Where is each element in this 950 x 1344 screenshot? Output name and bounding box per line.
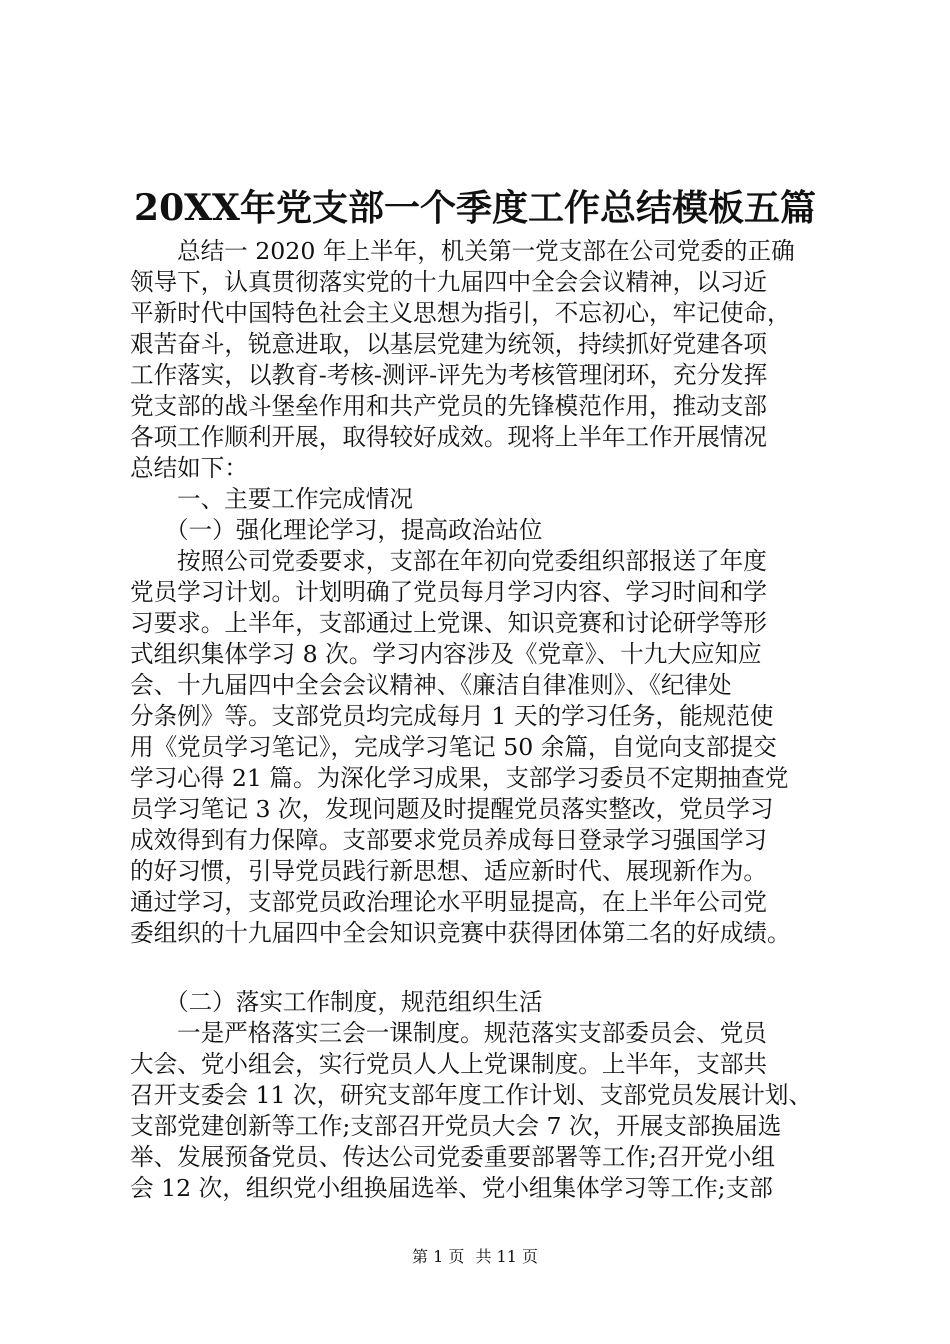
paragraph-line: 员学习笔记 3 次，发现问题及时提醒党员落实整改，党员学习 [130,795,774,823]
paragraph-line: 平新时代中国特色社会主义思想为指引，不忘初心，牢记使命， [130,299,791,327]
paragraph-line: 委组织的十九届四中全会知识竞赛中获得团体第二名的好成绩。 [130,919,791,947]
paragraph-spacer [130,949,830,987]
document-title: 20XX年党支部一个季度工作总结模板五篇 [134,187,816,229]
paragraph-line: 工作落实，以教育-考核-测评-评先为考核管理闭环，充分发挥 [130,361,768,389]
paragraph-line: 艰苦奋斗，锐意进取，以基层党建为统领，持续抓好党建各项 [130,330,768,358]
paragraph-line: 举、发展预备党员、传达公司党委重要部署等工作;召开党小组 [130,1143,775,1171]
paragraph-line: 学习心得 21 篇。为深化学习成果，支部学习委员不定期抽查党 [130,764,789,792]
paragraph-line: 式组织集体学习 8 次。学习内容涉及《党章》、十九大应知应 [130,640,762,668]
paragraph-line: 党支部的战斗堡垒作用和共产党员的先锋模范作用，推动支部 [130,392,768,420]
paragraph-line: 习要求。上半年，支部通过上党课、知识竞赛和讨论研学等形 [130,609,768,637]
page-footer [0,1247,950,1267]
paragraph-line: 通过学习，支部党员政治理论水平明显提高，在上半年公司党 [130,888,768,916]
paragraph-line: 成效得到有力保障。支部要求党员养成每日登录学习强国学习 [130,826,768,854]
paragraph-line: 党员学习计划。计划明确了党员每月学习内容、学习时间和学 [130,578,768,606]
paragraph-line: 会、十九届四中全会会议精神、《廉洁自律准则》、《纪律处 [130,671,732,699]
document-body [130,236,830,1204]
paragraph-line: 会 12 次，组织党小组换届选举、党小组集体学习等工作;支部 [130,1174,773,1202]
paragraph-line: 支部党建创新等工作;支部召开党员大会 7 次，开展支部换届选 [130,1112,782,1140]
paragraph-line: 分条例》等。支部党员均完成每月 1 天的学习任务，能规范使 [130,702,774,730]
paragraph-line: 用《党员学习笔记》，完成学习笔记 50 余篇，自觉向支部提交 [130,733,777,761]
page-total: 共 11 页 [475,1247,538,1266]
paragraph-line: 领导下，认真贯彻落实党的十九届四中全会会议精神，以习近 [130,268,768,296]
paragraph-line: 一是严格落实三会一课制度。规范落实支部委员会、党员 [177,1019,767,1047]
paragraph-line: 总结一 2020 年上半年，机关第一党支部在公司党委的正确 [177,237,795,265]
subsection-heading: （二）落实工作制度，规范组织生活 [165,988,543,1016]
paragraph-line: 大会、党小组会，实行党员人人上党课制度。上半年，支部共 [130,1050,768,1078]
paragraph-line: 总结如下： [130,454,248,482]
section-heading: 一、主要工作完成情况 [177,485,413,513]
paragraph-line: 的好习惯，引导党员践行新思想、适应新时代、展现新作为。 [130,857,768,885]
page-number: 第 1 页 [412,1247,465,1266]
paragraph-line: 按照公司党委要求，支部在年初向党委组织部报送了年度 [177,547,767,575]
subsection-heading: （一）强化理论学习，提高政治站位 [165,516,543,544]
paragraph-line: 召开支委会 11 次，研究支部年度工作计划、支部党员发展计划、 [130,1081,813,1109]
paragraph-line: 各项工作顺利开展，取得较好成效。现将上半年工作开展情况 [130,423,768,451]
